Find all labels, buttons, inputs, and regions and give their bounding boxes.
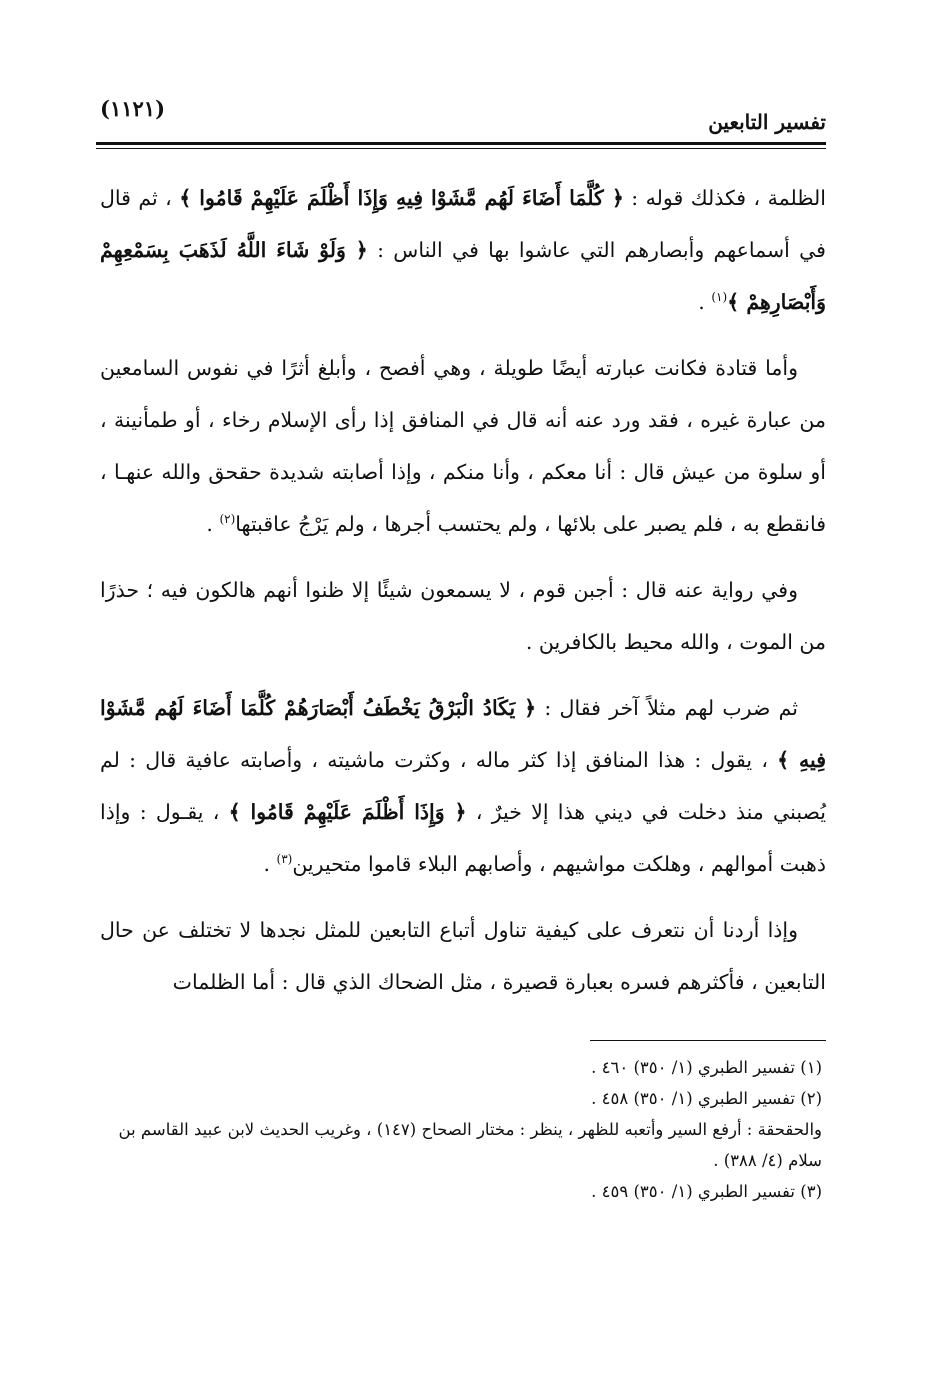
footnote-separator	[590, 1040, 826, 1041]
footnote-3: (٣) تفسير الطبري (١/ ٣٥٠) ٤٥٩ .	[591, 1182, 822, 1201]
text-run: ، يقول : هذا المنافق إذا كثر ماله ، وكثرت ماشيته ، وأصابته عافية قال : لم يُصبني منذ دخلت في ديني هذا إلا خيرٌ ،	[100, 748, 826, 824]
footnote-ref[interactable]: (٢)	[219, 512, 236, 527]
footnote-note: والحقحقة : أرفع السير وأتعبه للظهر ، ينظر : مختار الصحاح (١٤٧) ، وغريب الحديث لابن عبيد القاسم بن سلام (٤/ ٣٨٨) .	[118, 1120, 822, 1170]
paragraph-5: وإذا أردنا أن نتعرف على كيفية تناول أتباع التابعين للمثل نجدها لا تختلف عن حال التابعين ، فأكثرهم فسره بعبارة قصيرة ، مثل الضحاك الذي قال : أما الظلمات	[100, 918, 826, 994]
quran-quote: ﴿ وَإِذَا أَظْلَمَ عَلَيْهِمْ قَامُوا ﴾	[228, 800, 467, 824]
paragraph-1	[100, 172, 826, 328]
paragraph-2	[100, 342, 826, 550]
text-run: الظلمة ، فكذلك قوله :	[623, 186, 826, 210]
header-rule-thin	[96, 148, 826, 149]
footnote-ref[interactable]: (٣)	[276, 852, 293, 867]
text-run: ثم ضرب لهم مثلاً آخر فقال :	[536, 696, 798, 720]
main-text	[100, 172, 826, 1022]
quran-quote: ﴿ وَلَوْ شَاءَ اللَّهُ لَذَهَبَ بِسَمْعِهِمْ وَأَبْصَارِهِمْ ﴾	[100, 238, 826, 314]
paragraph-3: وفي رواية عنه قال : أجبن قوم ، لا يسمعون شيئًا إلا ظنوا أنهم هالكون فيه ؛ حذرًا من الموت ، والله محيط بالكافرين .	[100, 578, 826, 654]
text-run: .	[263, 852, 277, 876]
footnotes	[102, 1052, 822, 1207]
book-title: تفسير التابعين	[708, 110, 826, 134]
text-run: وأما قتادة فكانت عبارته أيضًا طويلة ، وهي أفصح ، وأبلغ أثرًا في نفوس السامعين من عبارة غيره ، فقد ورد عنه أنه قال في المنافق إذا رأى الإسلام رخاء ، أو طمأنينة ، أو سلوة من عيش قال : أنا معكم ، وأنا منكم ، وإذا أصابته شديدة حقحق والله عنهـا ، فانقطع به ، فلم يصبر على بلائها ، ولم يحتسب أجرها ، ولم يَرْجُ عاقبتها	[100, 356, 826, 536]
footnote-1: (١) تفسير الطبري (١/ ٣٥٠) ٤٦٠ .	[591, 1058, 822, 1077]
text-run: ، يقـول : وإذا ذهبت أموالهم ، وهلكت مواشيهم ، وأصابهم البلاء قاموا متحيرين	[100, 800, 826, 876]
text-run: .	[698, 290, 712, 314]
quran-quote: ﴿ يَكَادُ الْبَرْقُ يَخْطَفُ أَبْصَارَهُمْ كُلَّمَا أَضَاءَ لَهُم مَّشَوْا فِيهِ ﴾	[100, 696, 826, 772]
text-run: .	[206, 512, 220, 536]
quran-quote: ﴿ كُلَّمَا أَضَاءَ لَهُم مَّشَوْا فِيهِ وَإِذَا أَظْلَمَ عَلَيْهِمْ قَامُوا ﴾	[179, 186, 624, 210]
footnote-2: (٢) تفسير الطبري (١/ ٣٥٠) ٤٥٨ .	[591, 1089, 822, 1108]
running-header	[96, 92, 826, 142]
text-run: ، ثم قال في أسماعهم وأبصارهم التي عاشوا بها في الناس :	[100, 186, 826, 262]
footnote-ref[interactable]: (١)	[711, 290, 728, 305]
header-rule	[96, 142, 826, 145]
page-number: (١١٢١)	[100, 96, 165, 121]
paragraph-4	[100, 682, 826, 890]
